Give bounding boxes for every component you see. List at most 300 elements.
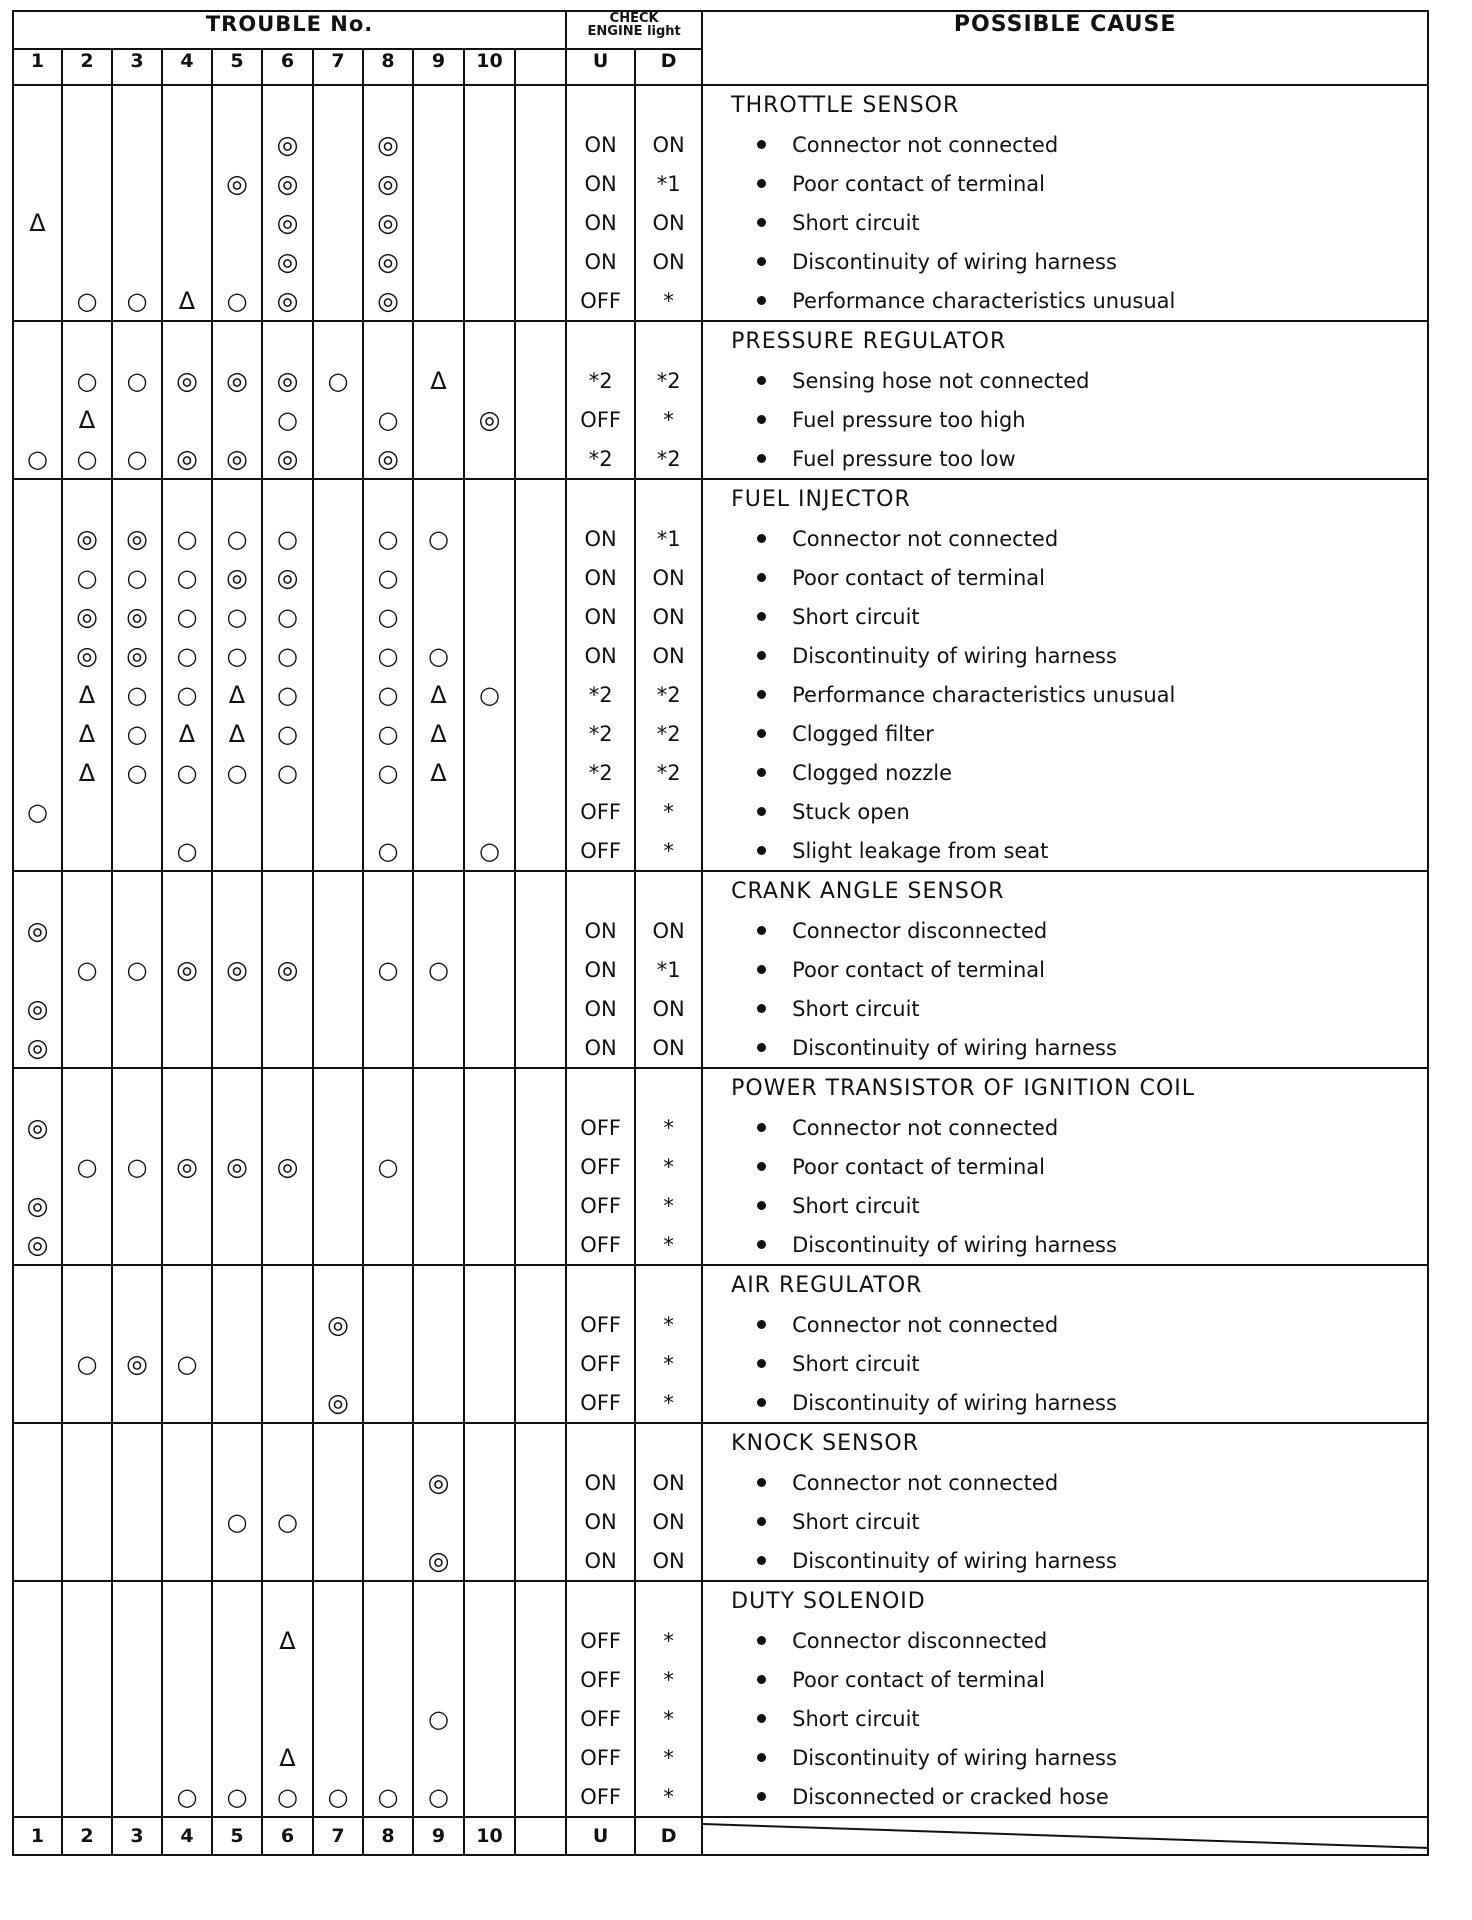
- mark-slot: [263, 1186, 312, 1225]
- check-engine-u-value: OFF: [580, 1745, 621, 1770]
- title-spacer: [364, 86, 412, 125]
- check-engine-u-value: OFF: [580, 1115, 621, 1140]
- check-engine-d-value: ON: [652, 1470, 685, 1495]
- title-spacer: [314, 480, 362, 519]
- triangle-mark: Δ: [228, 680, 246, 709]
- mark-slot: [516, 675, 565, 714]
- section-title: FUEL INJECTOR: [731, 487, 911, 512]
- mark-slot: [113, 439, 161, 478]
- mark-slot: [364, 558, 412, 597]
- mark-slot: [314, 1186, 362, 1225]
- cause-item: [703, 1028, 1427, 1067]
- title-spacer: [465, 480, 514, 519]
- mark-slot: [364, 203, 412, 242]
- mark-slot: [314, 636, 362, 675]
- check-engine-u-value: *2: [588, 446, 613, 471]
- mark-slot: [63, 361, 111, 400]
- trouble-number-4: 4: [162, 49, 212, 85]
- bullet-icon: [757, 1240, 766, 1249]
- circle-mark: ○: [76, 286, 98, 315]
- mark-slot: [213, 1225, 261, 1264]
- check-engine-line2: ENGINE light: [587, 24, 681, 39]
- trouble-column-cell: [262, 1265, 313, 1423]
- circle-mark: ○: [277, 405, 298, 434]
- mark-slot: [113, 636, 161, 675]
- title-spacer: [314, 1069, 362, 1108]
- mark-slot: [263, 1699, 312, 1738]
- trouble-column-cell: [212, 321, 262, 479]
- mark-slot: [63, 125, 111, 164]
- circle-mark: ○: [377, 836, 399, 865]
- mark-slot: [414, 1621, 463, 1660]
- title-spacer: [213, 480, 261, 519]
- title-spacer: [163, 322, 211, 361]
- circle-mark: ○: [277, 641, 298, 670]
- mark-slot: [263, 675, 312, 714]
- bullet-icon: [757, 1359, 766, 1368]
- mark-slot: [14, 597, 61, 636]
- trouble-column-cell: [515, 85, 566, 321]
- mark-slot: [63, 519, 111, 558]
- double-circle-mark: ◎: [226, 444, 248, 473]
- mark-slot: [63, 1699, 111, 1738]
- triangle-mark: Δ: [279, 1626, 296, 1655]
- double-circle-mark: ◎: [276, 366, 299, 395]
- title-spacer: [567, 1069, 634, 1108]
- mark-slot: [14, 792, 61, 831]
- trouble-column-cell: [112, 321, 162, 479]
- check-engine-u-header: U: [566, 49, 635, 85]
- trouble-number-5: 5: [212, 49, 262, 85]
- trouble-column-cell: [262, 871, 313, 1068]
- mark-slot: [263, 203, 312, 242]
- trouble-column-cell: [13, 321, 62, 479]
- circle-mark: ○: [176, 758, 198, 787]
- triangle-mark: Δ: [430, 758, 447, 787]
- mark-slot: [414, 1344, 463, 1383]
- check-engine-u-cell: [566, 1581, 635, 1817]
- trouble-column-cell: [464, 85, 515, 321]
- mark-slot: [364, 636, 412, 675]
- trouble-column-cell: [162, 871, 212, 1068]
- mark-slot: [465, 400, 514, 439]
- bullet-icon: [757, 1043, 766, 1052]
- mark-slot: [516, 400, 565, 439]
- mark-slot: [364, 1108, 412, 1147]
- title-spacer: [263, 322, 312, 361]
- mark-slot: [14, 439, 61, 478]
- circle-mark: ○: [377, 1782, 399, 1811]
- trouble-number-blank: [515, 49, 566, 85]
- circle-mark: ○: [27, 797, 48, 826]
- mark-slot: [213, 1541, 261, 1580]
- title-spacer: [314, 1266, 362, 1305]
- status-slot: [567, 636, 634, 675]
- mark-slot: [213, 519, 261, 558]
- mark-slot: [364, 519, 412, 558]
- trouble-column-cell: [464, 1581, 515, 1817]
- trouble-number-6: 6: [262, 49, 313, 85]
- bullet-icon: [757, 768, 766, 777]
- mark-slot: [314, 714, 362, 753]
- mark-slot: [414, 1383, 463, 1422]
- mark-slot: [364, 281, 412, 320]
- status-slot: [567, 1738, 634, 1777]
- mark-slot: [63, 792, 111, 831]
- trouble-column-cell: [413, 1068, 464, 1265]
- mark-slot: [14, 164, 61, 203]
- cause-text: Fuel pressure too high: [792, 407, 1026, 432]
- status-slot: [636, 989, 701, 1028]
- trouble-column-cell: [515, 479, 566, 871]
- mark-slot: [414, 636, 463, 675]
- title-spacer: [465, 1069, 514, 1108]
- trouble-column-cell: [363, 1423, 413, 1581]
- mark-slot: [465, 597, 514, 636]
- trouble-column-cell: [413, 85, 464, 321]
- mark-slot: [113, 1777, 161, 1816]
- mark-slot: [113, 203, 161, 242]
- mark-slot: [163, 1621, 211, 1660]
- cause-item: [703, 714, 1427, 753]
- mark-slot: [414, 1028, 463, 1067]
- bullet-icon: [757, 140, 766, 149]
- mark-slot: [213, 1738, 261, 1777]
- mark-slot: [465, 1660, 514, 1699]
- mark-slot: [465, 950, 514, 989]
- trouble-number-10: 10: [464, 49, 515, 85]
- mark-slot: [414, 597, 463, 636]
- check-engine-u-value: *2: [588, 721, 613, 746]
- double-circle-mark: ◎: [377, 208, 399, 237]
- status-slot: [567, 1028, 634, 1067]
- mark-slot: [14, 203, 61, 242]
- mark-slot: [516, 714, 565, 753]
- title-spacer: [113, 480, 161, 519]
- mark-slot: [113, 714, 161, 753]
- mark-slot: [14, 1108, 61, 1147]
- bullet-icon: [757, 1398, 766, 1407]
- mark-slot: [113, 125, 161, 164]
- trouble-column-cell: [515, 1068, 566, 1265]
- cause-text: Slight leakage from seat: [792, 838, 1049, 863]
- cause-text: Disconnected or cracked hose: [792, 1784, 1109, 1809]
- mark-slot: [465, 1383, 514, 1422]
- check-engine-d-cell: [635, 1265, 702, 1423]
- mark-slot: [263, 1305, 312, 1344]
- cause-item: [703, 950, 1427, 989]
- triangle-mark: Δ: [430, 680, 447, 709]
- check-engine-d-value: *: [663, 1154, 674, 1179]
- title-spacer: [516, 480, 565, 519]
- mark-slot: [314, 400, 362, 439]
- mark-slot: [263, 125, 312, 164]
- mark-slot: [14, 125, 61, 164]
- mark-slot: [364, 1463, 412, 1502]
- mark-slot: [163, 400, 211, 439]
- footer-number-2: 2: [62, 1817, 112, 1855]
- status-slot: [567, 714, 634, 753]
- mark-slot: [314, 125, 362, 164]
- mark-slot: [163, 911, 211, 950]
- title-spacer: [414, 1069, 463, 1108]
- mark-slot: [63, 1660, 111, 1699]
- mark-slot: [314, 1660, 362, 1699]
- possible-cause-cell: [702, 1068, 1428, 1265]
- mark-slot: [263, 1028, 312, 1067]
- check-engine-d-value: *: [663, 1351, 674, 1376]
- status-slot: [567, 361, 634, 400]
- mark-slot: [14, 1383, 61, 1422]
- double-circle-mark: ◎: [76, 641, 98, 670]
- circle-mark: ○: [126, 563, 148, 592]
- status-slot: [636, 1305, 701, 1344]
- mark-slot: [163, 714, 211, 753]
- mark-slot: [213, 1699, 261, 1738]
- section-row: [13, 1068, 1428, 1265]
- footer-diagonal-line: [703, 1818, 1427, 1854]
- cause-item: [703, 1463, 1427, 1502]
- mark-slot: [364, 753, 412, 792]
- mark-slot: [263, 792, 312, 831]
- trouble-column-cell: [313, 871, 363, 1068]
- cause-item: [703, 1502, 1427, 1541]
- mark-slot: [213, 636, 261, 675]
- title-spacer: [163, 872, 211, 911]
- trouble-column-cell: [262, 321, 313, 479]
- cause-text: Performance characteristics unusual: [792, 288, 1176, 313]
- check-engine-u-cell: [566, 871, 635, 1068]
- bullet-icon: [757, 1556, 766, 1565]
- title-spacer: [163, 1424, 211, 1463]
- trouble-column-cell: [413, 871, 464, 1068]
- title-spacer: [516, 1582, 565, 1621]
- mark-slot: [465, 753, 514, 792]
- status-slot: [567, 675, 634, 714]
- trouble-column-cell: [363, 1265, 413, 1423]
- status-slot: [567, 1344, 634, 1383]
- trouble-column-cell: [413, 321, 464, 479]
- circle-mark: ○: [277, 719, 298, 748]
- title-spacer: [213, 86, 261, 125]
- mark-slot: [213, 361, 261, 400]
- cause-text: Discontinuity of wiring harness: [792, 1548, 1117, 1573]
- trouble-column-cell: [363, 85, 413, 321]
- mark-slot: [163, 558, 211, 597]
- mark-slot: [213, 1028, 261, 1067]
- mark-slot: [465, 1699, 514, 1738]
- double-circle-mark: ◎: [377, 286, 399, 315]
- mark-slot: [263, 1463, 312, 1502]
- mark-slot: [263, 950, 312, 989]
- check-engine-d-value: *: [663, 1312, 674, 1337]
- double-circle-mark: ◎: [276, 444, 299, 473]
- title-spacer: [113, 1582, 161, 1621]
- cause-text: Discontinuity of wiring harness: [792, 643, 1117, 668]
- check-engine-d-cell: [635, 1581, 702, 1817]
- mark-slot: [263, 519, 312, 558]
- double-circle-mark: ◎: [176, 444, 198, 473]
- status-slot: [636, 675, 701, 714]
- status-slot: [636, 558, 701, 597]
- circle-mark: ○: [277, 680, 298, 709]
- trouble-column-cell: [262, 1581, 313, 1817]
- circle-mark: ○: [76, 1349, 98, 1378]
- mark-slot: [14, 1738, 61, 1777]
- trouble-column-cell: [262, 1068, 313, 1265]
- check-engine-u-value: *2: [588, 368, 613, 393]
- mark-slot: [163, 361, 211, 400]
- check-engine-d-value: ON: [652, 210, 685, 235]
- possible-cause-cell: [702, 479, 1428, 871]
- trouble-column-cell: [212, 1581, 262, 1817]
- title-spacer: [465, 86, 514, 125]
- title-spacer: [163, 1266, 211, 1305]
- status-slot: [567, 1305, 634, 1344]
- circle-mark: ○: [377, 641, 399, 670]
- check-engine-d-cell: [635, 85, 702, 321]
- circle-mark: ○: [76, 955, 98, 984]
- check-engine-d-value: *1: [656, 526, 681, 551]
- double-circle-mark: ◎: [276, 1152, 299, 1181]
- mark-slot: [163, 1502, 211, 1541]
- trouble-column-cell: [112, 1423, 162, 1581]
- trouble-column-cell: [162, 1423, 212, 1581]
- status-slot: [567, 125, 634, 164]
- status-slot: [567, 1699, 634, 1738]
- cause-item: [703, 1344, 1427, 1383]
- mark-slot: [14, 714, 61, 753]
- double-circle-mark: ◎: [377, 169, 399, 198]
- title-spacer: [63, 1266, 111, 1305]
- cause-item: [703, 989, 1427, 1028]
- mark-slot: [414, 1186, 463, 1225]
- status-slot: [636, 1147, 701, 1186]
- title-spacer: [516, 872, 565, 911]
- cause-item: [703, 519, 1427, 558]
- check-engine-u-value: OFF: [580, 1232, 621, 1257]
- double-circle-mark: ◎: [377, 130, 399, 159]
- title-spacer: [63, 1582, 111, 1621]
- mark-slot: [63, 1541, 111, 1580]
- mark-slot: [364, 400, 412, 439]
- trouble-column-cell: [413, 479, 464, 871]
- mark-slot: [414, 203, 463, 242]
- trouble-diagnosis-document: [12, 10, 1429, 1856]
- bullet-icon: [757, 965, 766, 974]
- check-engine-d-value: *: [663, 1628, 674, 1653]
- mark-slot: [516, 242, 565, 281]
- mark-slot: [14, 753, 61, 792]
- check-engine-u-value: *2: [588, 682, 613, 707]
- trouble-column-cell: [212, 85, 262, 321]
- mark-slot: [314, 597, 362, 636]
- status-slot: [636, 1186, 701, 1225]
- title-spacer: [636, 1266, 701, 1305]
- mark-slot: [516, 439, 565, 478]
- trouble-number-9: 9: [413, 49, 464, 85]
- mark-slot: [63, 1344, 111, 1383]
- trouble-column-cell: [313, 1265, 363, 1423]
- check-engine-d-value: *: [663, 288, 674, 313]
- trouble-column-cell: [62, 871, 112, 1068]
- mark-slot: [63, 1463, 111, 1502]
- double-circle-mark: ◎: [126, 602, 148, 631]
- mark-slot: [414, 950, 463, 989]
- mark-slot: [465, 1186, 514, 1225]
- double-circle-mark: ◎: [126, 524, 148, 553]
- mark-slot: [263, 831, 312, 870]
- mark-slot: [364, 1777, 412, 1816]
- possible-cause-cell: [702, 321, 1428, 479]
- mark-slot: [163, 636, 211, 675]
- circle-mark: ○: [277, 524, 298, 553]
- mark-slot: [163, 792, 211, 831]
- mark-slot: [414, 1305, 463, 1344]
- status-slot: [636, 636, 701, 675]
- title-spacer: [414, 1582, 463, 1621]
- check-engine-line1: CHECK: [609, 11, 659, 26]
- mark-slot: [14, 1028, 61, 1067]
- mark-slot: [465, 439, 514, 478]
- circle-mark: ○: [126, 680, 148, 709]
- cause-item: [703, 911, 1427, 950]
- mark-slot: [113, 597, 161, 636]
- status-slot: [636, 1028, 701, 1067]
- cause-text: Short circuit: [792, 604, 920, 629]
- mark-slot: [263, 1225, 312, 1264]
- mark-slot: [14, 1621, 61, 1660]
- diagnosis-sections: [13, 85, 1428, 1817]
- check-engine-u-cell: [566, 1068, 635, 1265]
- check-engine-d-value: *2: [656, 368, 681, 393]
- title-spacer: [113, 872, 161, 911]
- mark-slot: [163, 1305, 211, 1344]
- mark-slot: [63, 597, 111, 636]
- check-engine-d-value: *: [663, 1115, 674, 1140]
- circle-mark: ○: [226, 524, 248, 553]
- trouble-column-cell: [162, 479, 212, 871]
- mark-slot: [516, 636, 565, 675]
- mark-slot: [63, 831, 111, 870]
- status-slot: [567, 164, 634, 203]
- mark-slot: [113, 242, 161, 281]
- mark-slot: [213, 950, 261, 989]
- status-slot: [567, 911, 634, 950]
- triangle-mark: Δ: [178, 286, 196, 315]
- cause-text: Connector not connected: [792, 1115, 1059, 1140]
- trouble-column-cell: [313, 85, 363, 321]
- mark-slot: [213, 792, 261, 831]
- mark-slot: [213, 558, 261, 597]
- mark-slot: [314, 1502, 362, 1541]
- circle-mark: ○: [479, 680, 500, 709]
- mark-slot: [314, 989, 362, 1028]
- mark-slot: [414, 1502, 463, 1541]
- mark-slot: [63, 1738, 111, 1777]
- status-slot: [567, 753, 634, 792]
- cause-item: [703, 558, 1427, 597]
- check-engine-d-value: ON: [652, 1035, 685, 1060]
- check-engine-d-value: ON: [652, 604, 685, 629]
- title-spacer: [414, 322, 463, 361]
- double-circle-mark: ◎: [26, 1191, 49, 1220]
- double-circle-mark: ◎: [26, 1113, 49, 1142]
- trouble-column-cell: [62, 1423, 112, 1581]
- cause-item: [703, 1541, 1427, 1580]
- mark-slot: [263, 439, 312, 478]
- section-row: [13, 321, 1428, 479]
